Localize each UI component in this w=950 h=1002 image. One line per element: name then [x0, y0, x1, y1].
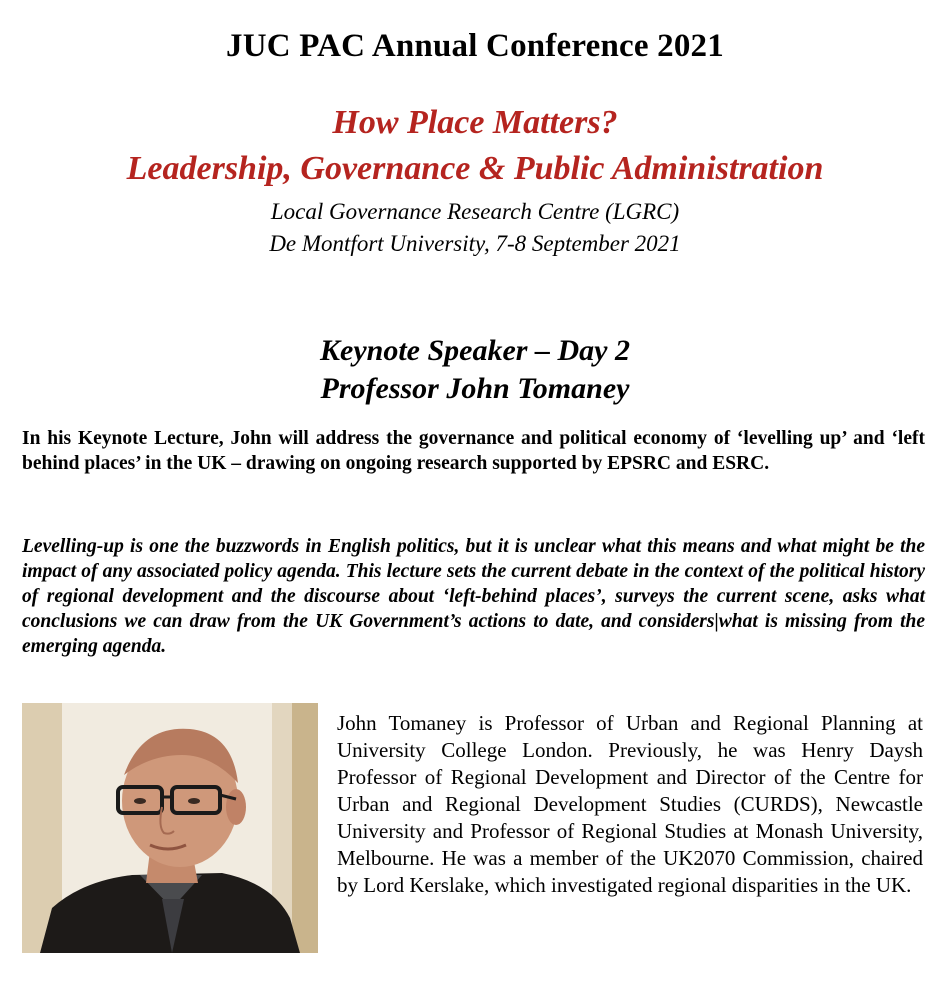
intro-paragraph: In his Keynote Lecture, John will address the governance and political economy of ‘levelling up’ and ‘left behind places’ in the UK – drawing on ongoing research supported by EPSRC and ESRC.	[22, 428, 925, 474]
theme-line-2: Leadership, Governance & Public Administration	[126, 150, 824, 187]
speaker-bio: John Tomaney is Professor of Urban and Regional Planning at University College London. Previously, he was Henry Daysh Professor of Regional Development and Director of the Centre for Urban and Regional Development Studies (CURDS), Newcastle University and Professor of Regional Studies at Monash University, Melbourne. He was a member of the UK2070 Commission, chaired by Lord Kerslake, which investigated regional disparities in the UK.	[337, 711, 923, 897]
speaker-photo	[22, 703, 318, 953]
host-line-2: De Montfort University, 7-8 September 2021	[269, 231, 681, 256]
speaker-name: Professor John Tomaney	[320, 372, 630, 405]
keynote-heading: Keynote Speaker – Day 2	[320, 334, 630, 367]
conference-theme	[0, 100, 950, 192]
host-line-1: Local Governance Research Centre (LGRC)	[270, 199, 680, 224]
theme-line-1: How Place Matters?	[332, 104, 618, 141]
keynote-header	[0, 332, 950, 408]
abstract-paragraph: Levelling-up is one the buzzwords in English politics, but it is unclear what this means and what might be the impact of any associated policy agenda. This lecture sets the current debate in the context of the political history of regional development and the discourse about ‘left-behind places’, surveys the current scene, asks what conclusions we can draw from the UK Government’s actions to date, and considers|what is missing from the emerging agenda.	[22, 536, 925, 657]
conference-title: JUC PAC Annual Conference 2021	[226, 28, 724, 64]
host-info	[0, 196, 950, 260]
